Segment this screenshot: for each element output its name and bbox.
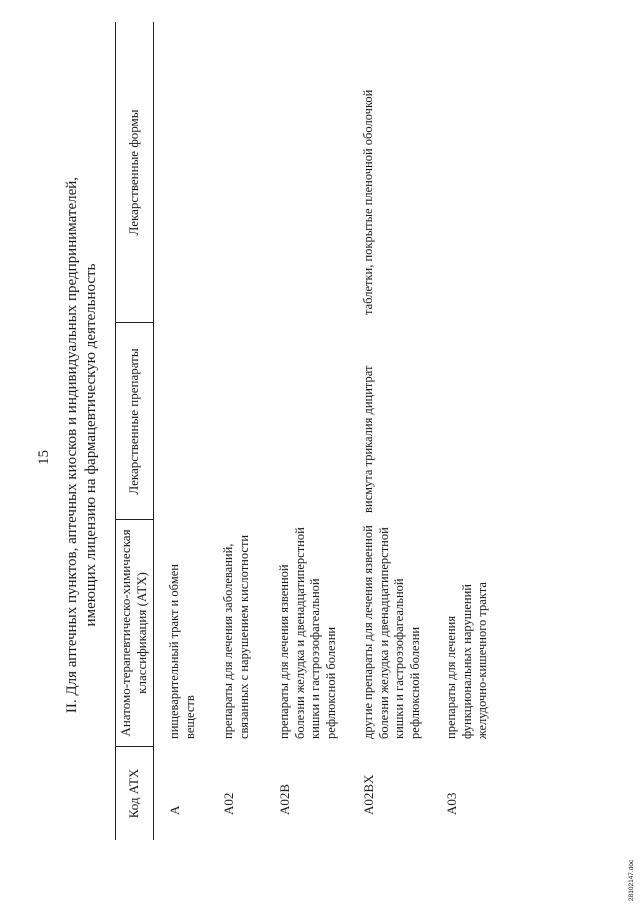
header-code: Код АТХ [126,768,141,819]
atc-code: A [167,805,182,815]
dosage-form: таблетки, покрытые пленочной оболочкой [361,89,375,315]
drug-name: висмута трикалия дицитрат [361,365,375,513]
atc-code: A02BX [361,774,376,815]
section-title: II. Для аптечных пунктов, аптечных киосков и индивидуальных предпринимателей, [64,176,80,714]
page-number: 15 [36,450,52,465]
atc-name: другие препараты для лечения язвенной болезни желудка и двенадцатиперстной кишки и гастроэзофагеальной рефлюксной болезни [361,525,422,739]
header-forms: Лекарственные формы [126,109,141,236]
table-top-border [115,22,116,840]
atc-name: пищеварительный тракт и обмен веществ [167,564,197,739]
header-drugs: Лекарственные препараты [126,348,141,495]
atc-name: препараты для лечения функциональных нарушений желудочно-кишечного тракта [444,582,489,739]
document-id: 28102147.doc [628,859,635,901]
atc-code: A02 [221,792,236,815]
table-header-divider [153,22,154,840]
atc-name: препараты для лечения заболеваний, связанных с нарушением кислотности [221,534,251,739]
atc-code: A02B [277,783,292,815]
header-atc: Анатомо-терапевтическо-химическая классификация (АТХ) [118,529,149,737]
atc-code: A03 [444,792,459,815]
atc-name: препараты для лечения язвенной болезни желудка и двенадцатиперстной кишки и гастроэзофагеальной рефлюксной болезни [277,527,338,739]
section-subtitle: имеющих лицензию на фармацевтическую деятельность [83,263,99,627]
